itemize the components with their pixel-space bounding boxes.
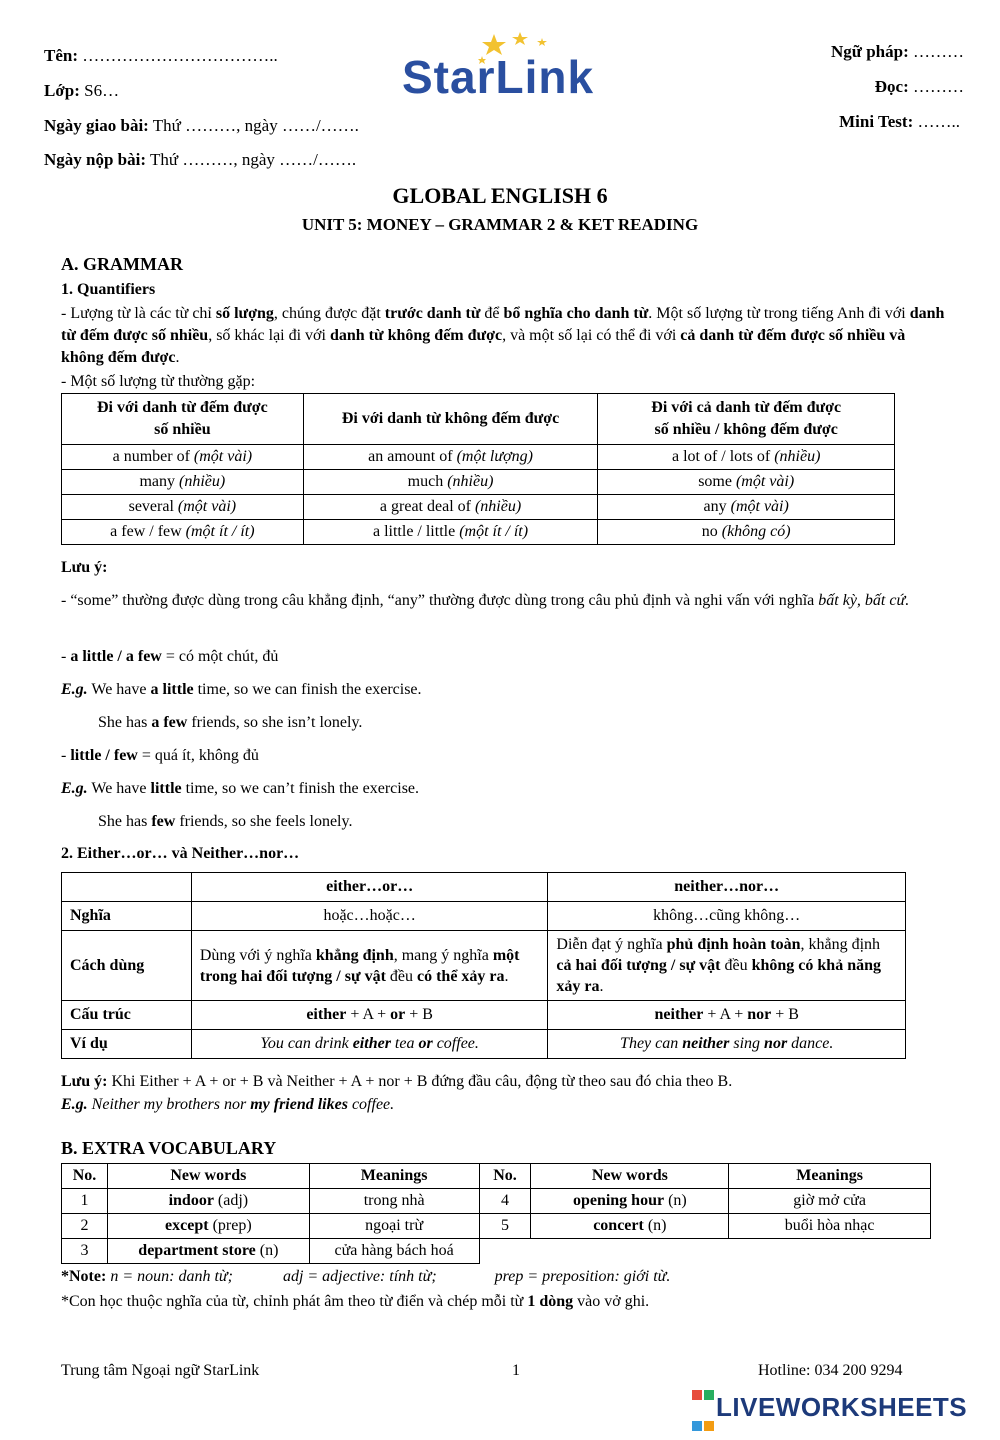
page-subtitle: UNIT 5: MONEY – GRAMMAR 2 & KET READING — [301, 215, 699, 234]
grammar-score: Ngữ pháp: ……… — [830, 42, 964, 61]
section-a-heading: A. GRAMMAR — [61, 254, 183, 274]
table-cell: hoặc…hoặc… — [191, 902, 548, 931]
header-no: No. — [479, 1164, 531, 1189]
common-quantifiers-label: - Một số lượng từ thường gặp: — [61, 373, 256, 390]
example-3: E.g. We have little time, so we can’t finish the exercise. — [61, 780, 420, 797]
table-cell: much (nhiều) — [303, 470, 598, 495]
footer-center-name: Trung tâm Ngoại ngữ StarLink — [61, 1362, 260, 1379]
table-cell: 4 — [479, 1189, 531, 1214]
table-cell: some (một vài) — [598, 470, 895, 495]
table-cell: 1 — [62, 1189, 108, 1214]
table-cell: a little / little (một ít / ít) — [303, 520, 598, 545]
table-cell: trong nhà — [309, 1189, 479, 1214]
table-row — [62, 1189, 931, 1214]
example-2: She has a few friends, so she isn’t lonely. — [98, 714, 363, 731]
header-empty — [62, 873, 192, 902]
table-cell: ngoại trừ — [309, 1214, 479, 1239]
table-cell: 5 — [479, 1214, 531, 1239]
assign-date-line: Ngày giao bài: Thứ ………, ngày ……/……. — [44, 116, 359, 135]
row-label: Ví dụ — [62, 1030, 192, 1059]
table-row — [62, 470, 895, 495]
name-line: Tên: …………………………….. — [44, 46, 278, 65]
table-cell: 2 — [62, 1214, 108, 1239]
table-header-row — [62, 1164, 931, 1189]
table-cell: an amount of (một lượng) — [303, 445, 598, 470]
submit-date-line: Ngày nộp bài: Thứ ………, ngày ……/……. — [44, 150, 357, 169]
vocabulary-table — [61, 1163, 931, 1264]
note-some-any: - “some” thường được dùng trong câu khẳng định, “any” thường được dùng trong câu phủ định và nghi vấn với nghĩa bất kỳ, bất cứ. — [61, 592, 910, 609]
note-a-little: - a little / a few = có một chút, đủ — [61, 648, 279, 665]
reading-score: Đọc: ……… — [874, 77, 964, 96]
table-cell: They can neither sing nor dance. — [548, 1030, 906, 1059]
minitest-score: Mini Test: …….. — [839, 112, 960, 131]
example-4: She has few friends, so she feels lonely. — [98, 813, 353, 830]
table-cell: concert (n) — [531, 1214, 729, 1239]
table-row — [62, 495, 895, 520]
header-no: No. — [62, 1164, 108, 1189]
header-neither: neither…nor… — [548, 873, 906, 902]
table-cell: buổi hòa nhạc — [729, 1214, 931, 1239]
table-cell: 3 — [62, 1239, 108, 1264]
table-cell: either + A + or + B — [191, 1001, 548, 1030]
header-new-words: New words — [107, 1164, 309, 1189]
section-b-heading: B. EXTRA VOCABULARY — [61, 1138, 277, 1158]
note-little: - little / few = quá ít, không đủ — [61, 747, 259, 764]
class-line: Lớp: S6… — [44, 81, 120, 100]
row-label: Cách dùng — [62, 931, 192, 1001]
table-cell: giờ mở cửa — [729, 1189, 931, 1214]
note-label: Lưu ý: — [61, 559, 108, 576]
table-cell: several (một vài) — [62, 495, 304, 520]
starlink-logo — [402, 30, 632, 102]
table-cell: opening hour (n) — [531, 1189, 729, 1214]
table-cell: cửa hàng bách hoá — [309, 1239, 479, 1264]
table-row — [62, 931, 906, 1001]
quantifiers-intro: - Lượng từ là các từ chỉ số lượng, chúng được đặt trước danh từ để bổ nghĩa cho danh từ. Một số lượng từ trong tiếng Anh đi với danh từ đếm được số nhiều, số khác lại đi với danh từ không đếm được, và một số lại có thể đi với cả danh từ đếm được số nhiều và không đếm được. — [61, 305, 945, 366]
row-label: Nghĩa — [62, 902, 192, 931]
footer-hotline: Hotline: 034 200 9294 — [758, 1362, 903, 1379]
table-row — [62, 902, 906, 931]
empty-cell — [531, 1239, 729, 1264]
table-cell: You can drink either tea or coffee. — [191, 1030, 548, 1059]
liveworksheets-icon — [692, 1378, 716, 1440]
header-uncountable: Đi với danh từ không đếm được — [303, 394, 598, 445]
table-cell: indoor (adj) — [107, 1189, 309, 1214]
example-1: E.g. We have a little time, so we can finish the exercise. — [61, 681, 422, 698]
table-cell: không…cũng không… — [548, 902, 906, 931]
header-countable: Đi với danh từ đếm được số nhiều — [62, 394, 304, 445]
table-row — [62, 1001, 906, 1030]
either-example: E.g. Neither my brothers nor my friend likes coffee. — [61, 1096, 395, 1113]
table-cell: many (nhiều) — [62, 470, 304, 495]
table-cell: a lot of / lots of (nhiều) — [598, 445, 895, 470]
empty-cell — [479, 1239, 531, 1264]
table-row — [62, 445, 895, 470]
table-header-row — [62, 394, 895, 445]
table-cell: a great deal of (nhiều) — [303, 495, 598, 520]
either-note: Lưu ý: Khi Either + A + or + B và Neither + A + nor + B đứng đầu câu, động từ theo sau đó chia theo B. — [61, 1073, 733, 1090]
header-either: either…or… — [191, 873, 548, 902]
header-new-words: New words — [531, 1164, 729, 1189]
page-title: GLOBAL ENGLISH 6 — [392, 183, 608, 208]
table-cell: department store (n) — [107, 1239, 309, 1264]
quantifiers-heading: 1. Quantifiers — [61, 281, 156, 298]
header-both: Đi với cả danh từ đếm được số nhiều / không đếm được — [598, 394, 895, 445]
quantifiers-table — [61, 393, 895, 545]
logo-text: StarLink — [402, 51, 595, 103]
table-cell: no (không có) — [598, 520, 895, 545]
vocab-instruction: *Con học thuộc nghĩa của từ, chỉnh phát âm theo từ điển và chép mỗi từ 1 dòng vào vở ghi. — [61, 1293, 650, 1310]
either-neither-table — [61, 872, 906, 1059]
page-number: 1 — [512, 1362, 520, 1379]
vocab-note: *Note: n = noun: danh từ; adj = adjective: tính từ; prep = preposition: giới từ. — [61, 1268, 671, 1285]
table-cell: except (prep) — [107, 1214, 309, 1239]
table-cell: Dùng với ý nghĩa khẳng định, mang ý nghĩa một trong hai đối tượng / sự vật đều có thể xảy ra. — [191, 931, 548, 1001]
table-cell: any (một vài) — [598, 495, 895, 520]
liveworksheets-logo: LIVEWORKSHEETS — [692, 1378, 967, 1440]
table-row — [62, 1214, 931, 1239]
table-cell: a number of (một vài) — [62, 445, 304, 470]
table-row — [62, 520, 895, 545]
table-row — [62, 1030, 906, 1059]
empty-cell — [729, 1239, 931, 1264]
either-neither-heading: 2. Either…or… và Neither…nor… — [61, 845, 300, 862]
header-meanings: Meanings — [729, 1164, 931, 1189]
header-meanings: Meanings — [309, 1164, 479, 1189]
row-label: Cấu trúc — [62, 1001, 192, 1030]
table-cell: a few / few (một ít / ít) — [62, 520, 304, 545]
table-cell: Diễn đạt ý nghĩa phủ định hoàn toàn, khẳng định cả hai đối tượng / sự vật đều không có khả năng xảy ra. — [548, 931, 906, 1001]
table-header-row — [62, 873, 906, 902]
table-cell: neither + A + nor + B — [548, 1001, 906, 1030]
table-row — [62, 1239, 931, 1264]
